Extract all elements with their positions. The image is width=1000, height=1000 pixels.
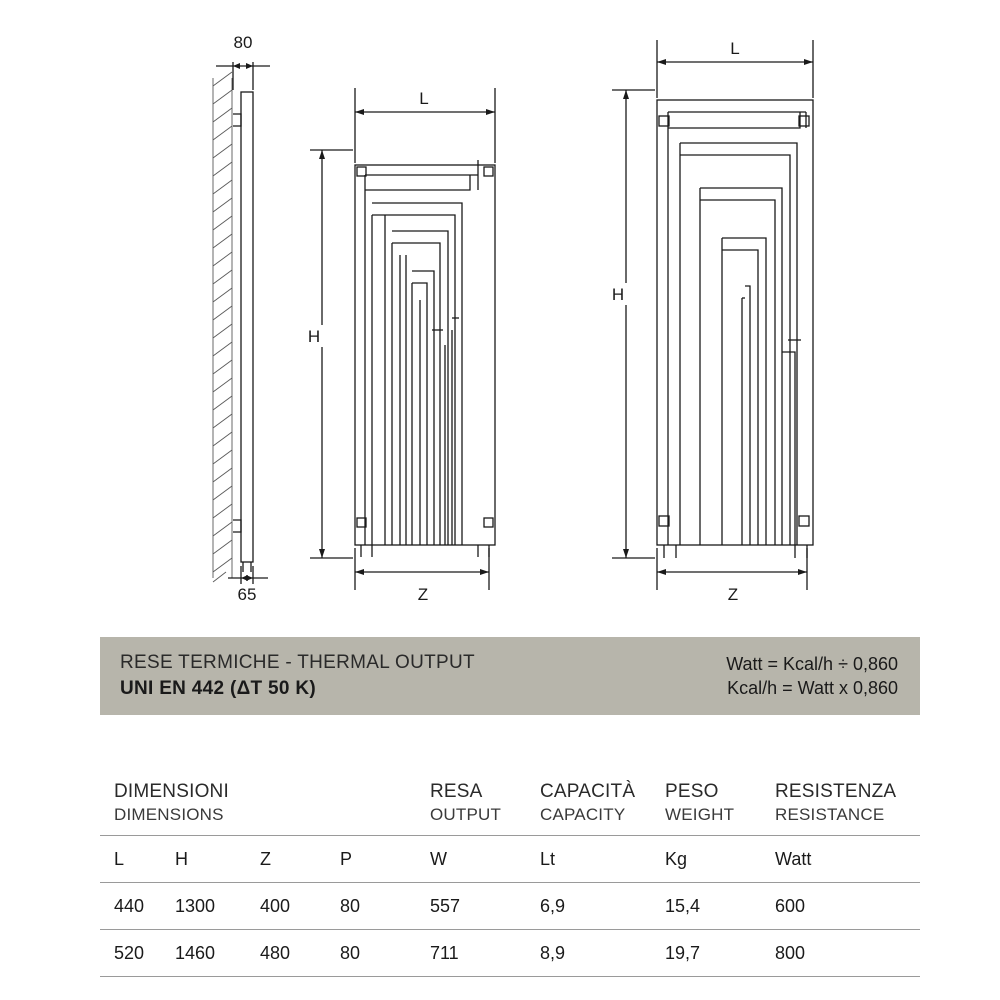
unit-l: L [114,848,125,869]
table-header-groups [100,780,920,835]
unit-p: P [340,848,353,869]
specs-table [100,780,920,977]
table-row [100,882,920,929]
formula-kcal: Kcal/h = Watt x 0,860 [727,678,898,698]
banner-title-it-en: RESE TERMICHE - THERMAL OUTPUT [120,652,475,674]
cell-l: 520 [114,942,145,963]
banner-formula-block [726,652,898,701]
header-capacity-it: CAPACITÀ [540,781,636,802]
header-output [430,780,540,825]
header-output-it: RESA [430,781,483,802]
side-view [213,62,270,586]
unit-w: W [430,848,447,869]
table-row-units [100,835,920,882]
formula-watt: Watt = Kcal/h ÷ 0,860 [726,653,898,674]
front-height-label: H [307,327,321,346]
front-view [307,88,495,590]
unit-watt: Watt [775,848,812,869]
thermal-output-banner [100,637,920,715]
cell-watt: 800 [775,942,806,963]
rear-height-label: H [611,285,625,304]
banner-title-block [120,650,475,701]
header-capacity [540,780,665,825]
header-capacity-en: CAPACITY [540,804,626,824]
unit-h: H [175,848,188,869]
cell-lt: 6,9 [540,895,566,916]
header-weight-it: PESO [665,781,719,802]
table-bottom-rule [100,976,920,977]
side-top-dim-label: 80 [233,33,253,52]
cell-z: 480 [260,942,291,963]
table-row [100,929,920,976]
front-depth-label: Z [417,585,429,604]
cell-lt: 8,9 [540,942,566,963]
header-resistance-en: RESISTANCE [775,804,885,824]
cell-z: 400 [260,895,291,916]
unit-kg: Kg [665,848,688,869]
cell-kg: 15,4 [665,895,701,916]
cell-kg: 19,7 [665,942,701,963]
cell-p: 80 [340,942,361,963]
header-dimensions-it: DIMENSIONI [114,781,229,802]
rear-width-label: L [730,39,740,58]
front-width-label: L [419,89,429,108]
header-resistance [775,780,920,825]
header-weight-en: WEIGHT [665,804,735,824]
header-resistance-it: RESISTENZA [775,781,897,802]
cell-h: 1300 [175,895,216,916]
cell-p: 80 [340,895,361,916]
header-dimensions-en: DIMENSIONS [114,804,224,824]
cell-w: 711 [430,942,459,963]
cell-watt: 600 [775,895,806,916]
unit-z: Z [260,848,271,869]
rear-depth-label: Z [727,585,739,604]
banner-standard: UNI EN 442 (ΔT 50 K) [120,678,316,699]
header-dimensions [100,780,430,825]
header-weight [665,780,775,825]
cell-w: 557 [430,895,461,916]
cell-h: 1460 [175,942,216,963]
rear-view [612,40,813,590]
unit-lt: Lt [540,848,556,869]
cell-l: 440 [114,895,145,916]
side-bottom-dim-label: 65 [237,585,257,604]
header-output-en: OUTPUT [430,804,502,824]
